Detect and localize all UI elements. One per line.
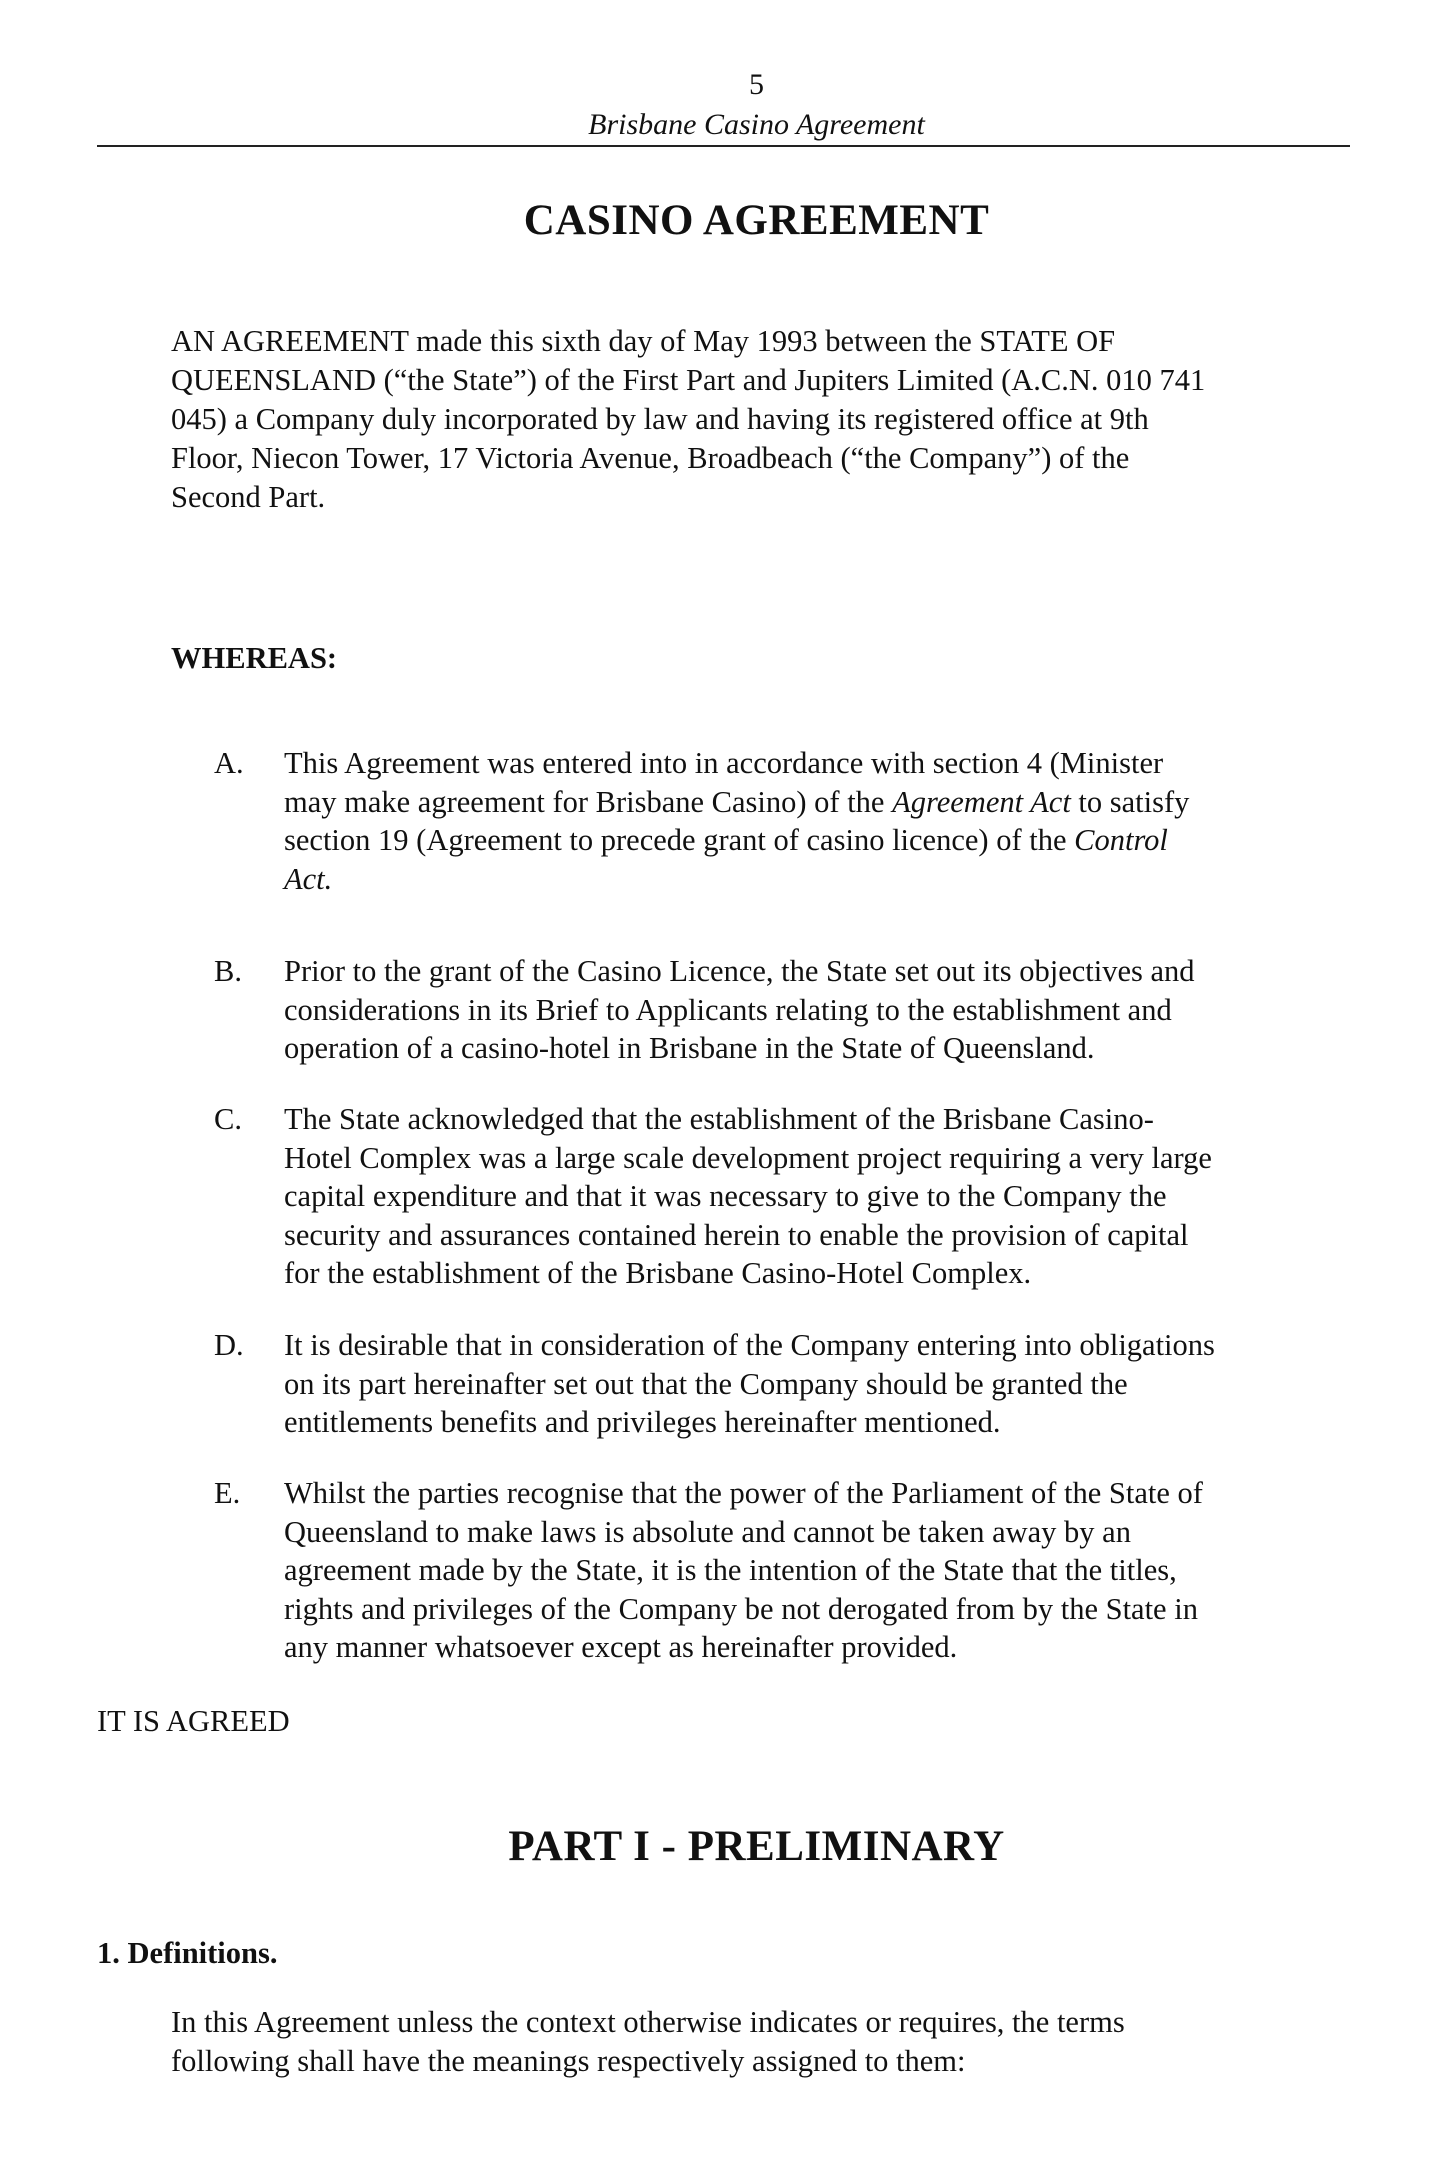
recital-line: The State acknowledged that the establishment of the Brisbane Casino-	[284, 1102, 1154, 1136]
recital-text	[284, 952, 1350, 1068]
recital-text	[284, 1326, 1350, 1442]
intro-line: Floor, Niecon Tower, 17 Victoria Avenue, Broadbeach (“the Company”) of the	[171, 441, 1130, 475]
recital-letter: A.	[214, 746, 244, 780]
recital-text	[284, 1100, 1350, 1293]
section-body	[171, 2003, 1351, 2080]
section-heading: 1. Definitions.	[97, 1936, 278, 1970]
page-number: 5	[749, 68, 764, 101]
recital-line: Prior to the grant of the Casino Licence, the State set out its objectives and	[284, 954, 1195, 988]
recital-line: any manner whatsoever except as hereinafter provided.	[284, 1630, 958, 1664]
recital-line: Hotel Complex was a large scale development project requiring a very large	[284, 1140, 1212, 1175]
act-title: Agreement Act	[892, 784, 1071, 819]
recital-line: Queensland to make laws is absolute and cannot be taken away by an	[284, 1514, 1131, 1549]
recital-line: agreement made by the State, it is the intention of the State that the titles,	[284, 1553, 1177, 1587]
recital-letter: B.	[214, 954, 242, 988]
recital-line: capital expenditure and that it was necessary to give to the Company the	[284, 1179, 1167, 1213]
recital-line	[284, 783, 1350, 822]
whereas-heading: WHEREAS:	[171, 641, 338, 675]
recital-line-part: may make agreement for Brisbane Casino) of the	[284, 784, 893, 819]
recital-line: considerations in its Brief to Applicants relating to the establishment and	[284, 992, 1172, 1027]
recital-line	[284, 821, 1350, 860]
intro-line: Second Part.	[171, 480, 326, 514]
agreed-clause: IT IS AGREED	[97, 1704, 290, 1738]
intro-paragraph	[171, 322, 1351, 517]
intro-line: QUEENSLAND (“the State”) of the First Part and Jupiters Limited (A.C.N. 010 741	[171, 363, 1206, 397]
intro-line: AN AGREEMENT made this sixth day of May 1993 between the STATE OF	[171, 324, 1116, 358]
recital-line: security and assurances contained herein to enable the provision of capital	[284, 1217, 1189, 1252]
section-line: In this Agreement unless the context otherwise indicates or requires, the terms	[171, 2005, 1125, 2039]
recital-line: Whilst the parties recognise that the power of the Parliament of the State of	[284, 1476, 1203, 1510]
recital-line-part: to satisfy	[1070, 784, 1190, 819]
recital-line: It is desirable that in consideration of the Company entering into obligations	[284, 1328, 1215, 1362]
recital-letter: D.	[214, 1328, 244, 1362]
recital-line: entitlements benefits and privileges hereinafter mentioned.	[284, 1405, 1001, 1439]
recital-letter: E.	[214, 1476, 241, 1510]
recital-line-part: section 19 (Agreement to precede grant of casino licence) of the	[284, 823, 1075, 857]
act-title: Control	[1074, 823, 1168, 857]
recital-text	[284, 1474, 1350, 1667]
recital-text	[284, 744, 1350, 898]
recital-line: This Agreement was entered into in accordance with section 4 (Minister	[284, 746, 1164, 780]
recital-line: on its part hereinafter set out that the Company should be granted the	[284, 1366, 1128, 1401]
header-rule	[97, 145, 1350, 147]
recital-line	[284, 860, 1350, 899]
running-header: Brisbane Casino Agreement	[588, 108, 925, 141]
recital-line: for the establishment of the Brisbane Casino-Hotel Complex.	[284, 1256, 1032, 1290]
recital-line: operation of a casino-hotel in Brisbane in the State of Queensland.	[284, 1031, 1095, 1065]
part-title: PART I - PRELIMINARY	[508, 1823, 1005, 1870]
document-title: CASINO AGREEMENT	[523, 197, 990, 244]
section-line: following shall have the meanings respectively assigned to them:	[171, 2043, 966, 2078]
intro-line: 045) a Company duly incorporated by law and having its registered office at 9th	[171, 402, 1149, 436]
recital-line: rights and privileges of the Company be not derogated from by the State in	[284, 1591, 1198, 1626]
recital-letter: C.	[214, 1102, 242, 1136]
act-title: Act.	[284, 861, 333, 896]
